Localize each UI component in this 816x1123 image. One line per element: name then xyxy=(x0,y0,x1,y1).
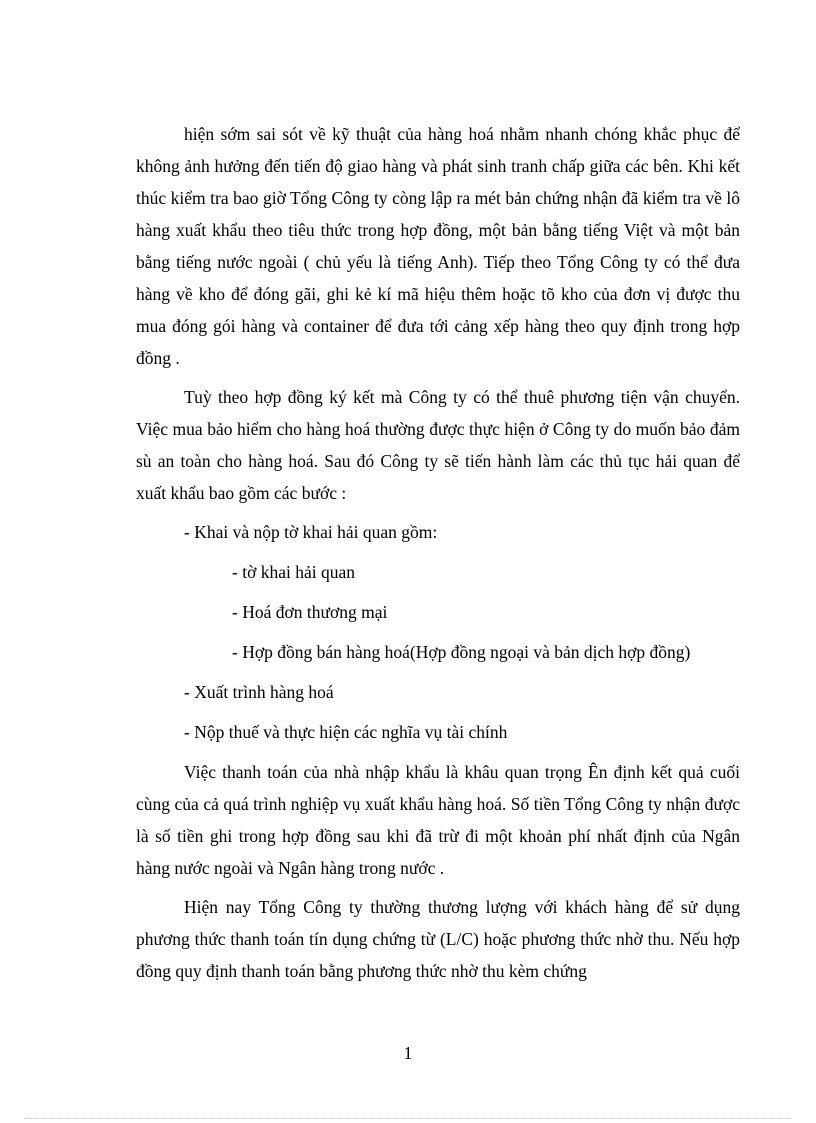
list-subitem-sales-contract: - Hợp đồng bán hàng hoá(Hợp đồng ngoại và bản dịch hợp đồng) xyxy=(232,642,691,662)
paragraph-inspection: hiện sớm sai sót về kỹ thuật của hàng hoá nhằm nhanh chóng khắc phục để không ảnh hưởng đến tiến độ giao hàng và phát sinh tranh chấp giữa các bên. Khi kết thúc kiểm tra bao giờ Tổng Công ty còng lập ra mét bản chứng nhận đã kiểm tra về lô hàng xuất khẩu theo tiêu thức trong hợp đồng, một bản bằng tiếng Việt và một bản bằng tiếng nước ngoài ( chủ yếu là tiếng Anh). Tiếp theo Tổng Công ty có thể đưa hàng về kho để đóng gãi, ghi kẻ kí mã hiệu thêm hoặc tõ kho của đơn vị được thu mua đóng gói hàng và container để đưa tới cảng xếp hàng theo quy định trong hợp đồng . xyxy=(136,124,740,368)
paragraph-payment-methods: Hiện nay Tổng Công ty thường thương lượng với khách hàng để sử dụng phương thức thanh toán tín dụng chứng từ (L/C) hoặc phương thức nhờ thu. Nếu hợp đồng quy định thanh toán bằng phương thức nhờ thu kèm chứng xyxy=(136,897,740,981)
page-number: 1 xyxy=(403,1043,413,1063)
list-item-customs-declaration: - Khai và nộp tờ khai hải quan gồm: xyxy=(184,522,438,542)
document-body xyxy=(136,118,740,994)
paragraph-payment: Việc thanh toán của nhà nhập khẩu là khâu quan trọng Ên định kết quả cuối cùng của cả quá trình nghiệp vụ xuất khẩu hàng hoá. Số tiền Tổng Công ty nhận được là số tiền ghi trong hợp đồng sau khi đã trừ đi một khoản phí nhất định của Ngân hàng nước ngoài và Ngân hàng trong nước . xyxy=(136,762,740,878)
list-item-present-goods: - Xuất trình hàng hoá xyxy=(184,682,334,702)
list-subitem-commercial-invoice: - Hoá đơn thương mại xyxy=(232,602,388,622)
list-subitem-customs-form: - tờ khai hải quan xyxy=(232,562,355,582)
list-item-pay-taxes: - Nộp thuế và thực hiện các nghĩa vụ tài chính xyxy=(184,722,508,742)
page-footer-divider xyxy=(24,1118,792,1119)
paragraph-transport: Tuỳ theo hợp đồng ký kết mà Công ty có thể thuê phương tiện vận chuyển. Việc mua bảo hiểm cho hàng hoá thường được thực hiện ở Công ty do muốn bảo đảm sù an toàn cho hàng hoá. Sau đó Công ty sẽ tiến hành làm các thủ tục hải quan để xuất khẩu bao gồm các bước : xyxy=(136,387,740,503)
